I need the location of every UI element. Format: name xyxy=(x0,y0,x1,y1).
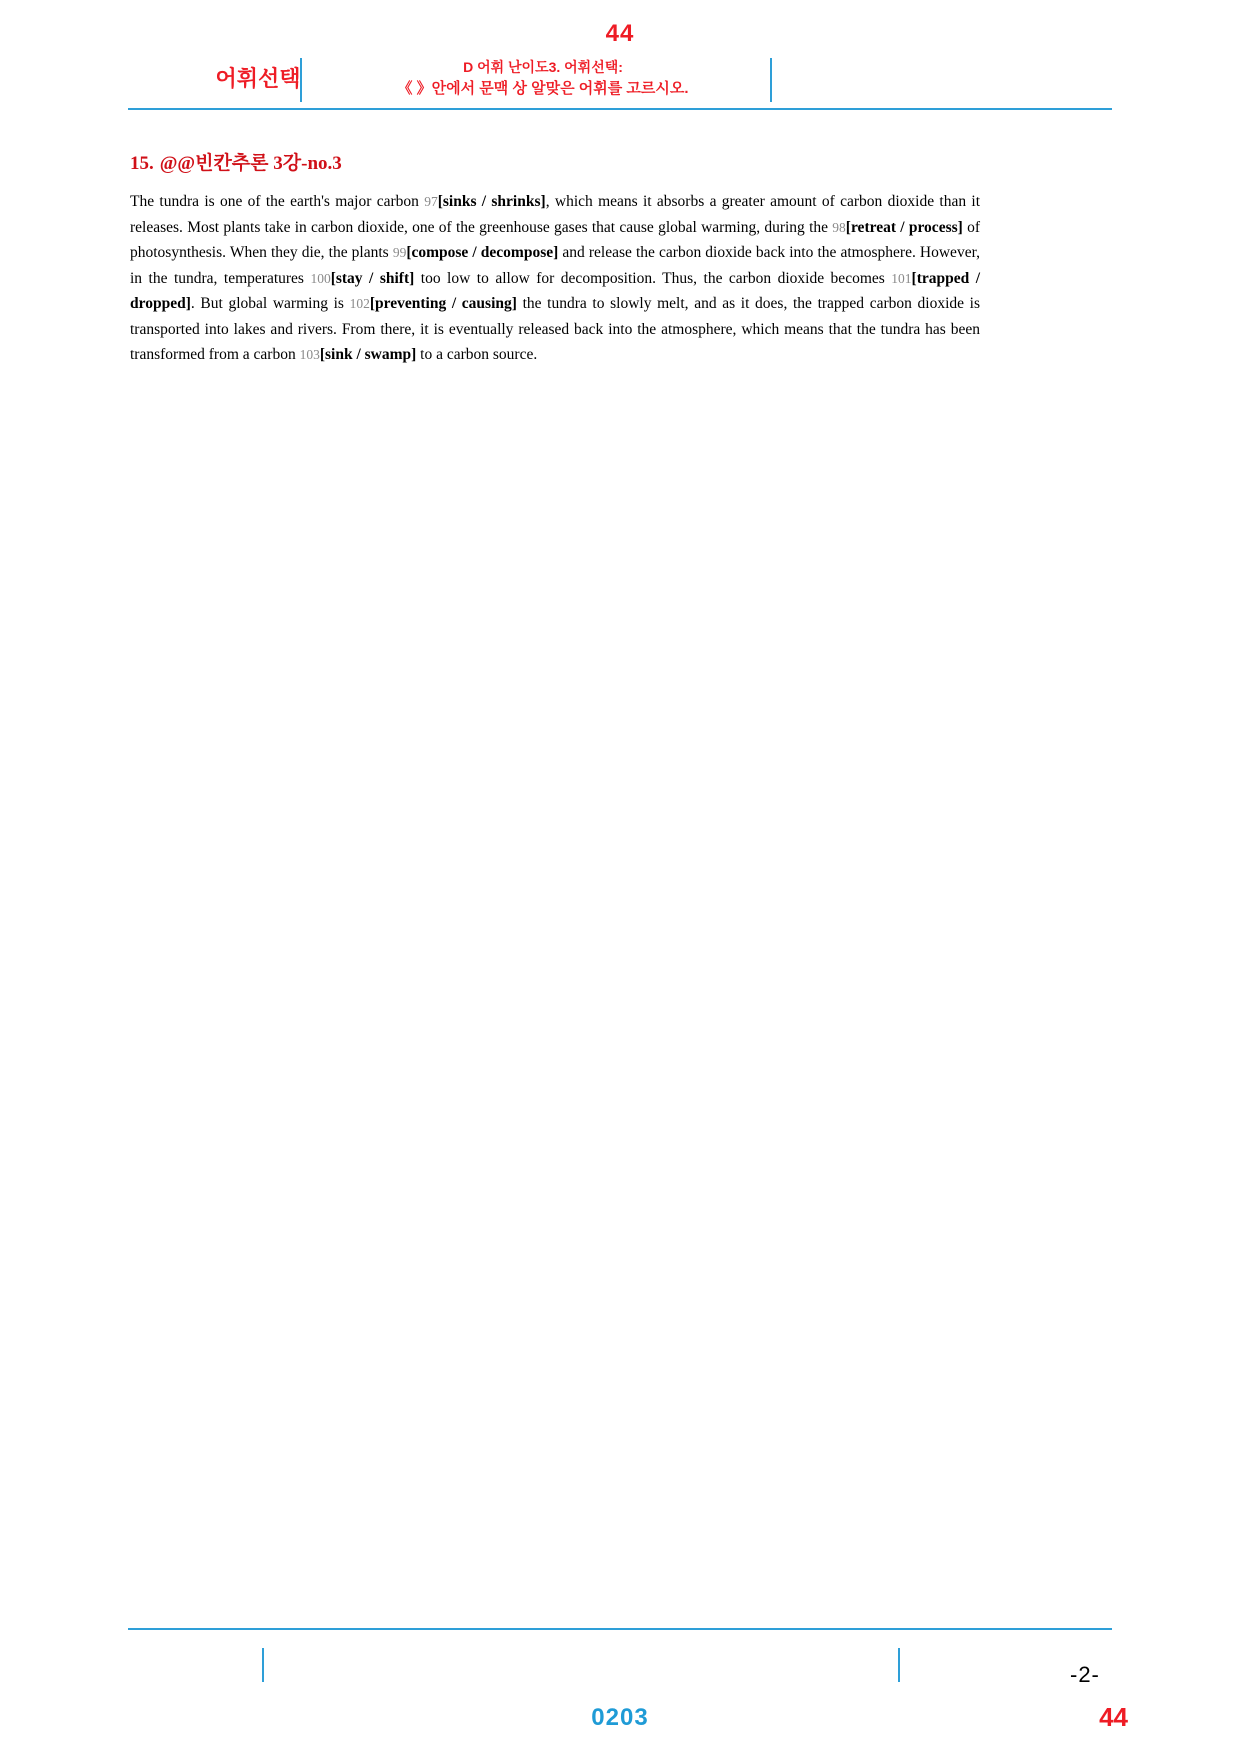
footer-tick-right xyxy=(898,1648,900,1682)
header-instruction-line1: D 어휘 난이도3. 어휘선택: xyxy=(463,59,623,75)
footer-page-number: 44 xyxy=(1099,1702,1128,1732)
blank-number: 98 xyxy=(832,219,846,235)
footer-page-marker: -2- xyxy=(1070,1662,1100,1687)
passage-text: and release the carbon dioxide back into the atmosphere. However, in the tundra, temperatures xyxy=(130,244,980,287)
word-choice-pair: [compose / decompose] xyxy=(406,244,559,261)
question-title xyxy=(130,148,980,175)
footer-code: 0203 xyxy=(591,1704,649,1731)
word-choice-pair: [trapped / dropped] xyxy=(130,269,981,312)
question-passage xyxy=(130,189,980,368)
footer-tick-left xyxy=(262,1648,264,1682)
passage-text: , which means it absorbs a greater amount of carbon dioxide than it releases. Most plants take in carbon dioxide, one of the greenhouse gases that cause global warming, during the xyxy=(130,193,981,236)
blank-number: 101 xyxy=(891,270,912,286)
page-header xyxy=(128,52,1112,106)
word-choice-pair: [preventing / causing] xyxy=(369,295,517,312)
passage-text: too low to allow for decomposition. Thus, the carbon dioxide becomes xyxy=(414,269,892,287)
word-choice-pair: [sink / swamp] xyxy=(319,346,417,363)
word-choice-pair: [retreat / process] xyxy=(845,218,963,236)
header-divider-right xyxy=(770,58,772,102)
blank-number: 102 xyxy=(349,296,370,311)
header-rule xyxy=(128,108,1112,110)
header-instruction-line2: 《 》안에서 문맥 상 알맞은 어휘를 고르시오. xyxy=(397,80,689,97)
passage-text: the tundra to slowly melt, and as it does, the trapped carbon dioxide is transported into lakes and rivers. From there, it is eventually released back into the atmosphere, which means that the tundra has been transformed from a carbon xyxy=(130,295,981,363)
passage-text: . But global warming is xyxy=(190,295,350,312)
question-number: 15. xyxy=(130,153,154,174)
blank-number: 103 xyxy=(299,347,320,362)
word-choice-pair: [stay / shift] xyxy=(330,269,415,287)
header-divider-left xyxy=(300,58,302,102)
header-instructions xyxy=(328,56,758,100)
blank-number: 97 xyxy=(424,194,438,209)
blank-number: 100 xyxy=(310,270,331,286)
word-choice-pair: [sinks / shrinks] xyxy=(437,193,546,210)
header-section-title: 어휘선택 xyxy=(215,66,301,91)
question-title-text: @@빈칸추론 3강-no.3 xyxy=(159,153,342,174)
passage-text: The tundra is one of the earth's major carbon xyxy=(130,193,425,210)
blank-number: 99 xyxy=(392,245,407,260)
passage-text: of photosynthesis. When they die, the plants xyxy=(130,218,980,261)
footer-rule xyxy=(128,1628,1112,1630)
page-number-top: 44 xyxy=(605,20,635,47)
question-block xyxy=(130,148,980,368)
passage-text: to a carbon source. xyxy=(416,346,538,363)
